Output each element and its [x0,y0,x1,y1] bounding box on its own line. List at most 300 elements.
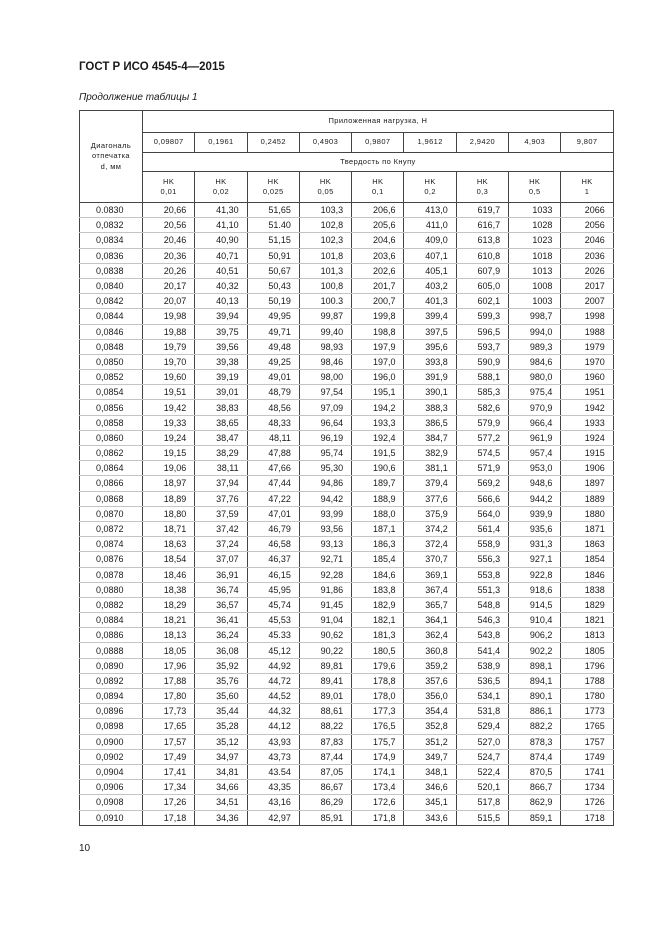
hardness-cell: 86,29 [299,795,351,810]
diagonal-cell: 0,0852 [80,370,143,385]
table-row [80,385,614,400]
diagonal-cell: 0,0850 [80,354,143,369]
hardness-cell: 1718 [561,810,613,825]
table-row [80,218,614,233]
hardness-cell: 1773 [561,704,613,719]
hardness-cell: 199,8 [352,309,404,324]
diagonal-cell: 0,0904 [80,764,143,779]
hardness-cell: 866,7 [509,780,561,795]
diagonal-cell: 0,0842 [80,294,143,309]
hardness-cell: 46,37 [247,552,299,567]
hardness-cell: 1033 [509,203,561,218]
hardness-cell: 17,49 [143,749,195,764]
hk-scale-header [352,172,404,203]
hardness-cell: 95,30 [299,461,351,476]
hardness-cell: 47,01 [247,506,299,521]
hardness-cell: 369,1 [404,567,456,582]
table-row [80,780,614,795]
hardness-cell: 886,1 [509,704,561,719]
table-row [80,415,614,430]
hk-scale-value: 0,01 [160,187,177,196]
diagonal-cell: 0,0864 [80,461,143,476]
hardness-cell: 520,1 [456,780,508,795]
hardness-cell: 17,34 [143,780,195,795]
applied-load-header: Приложенная нагрузка, Н [143,111,614,133]
hk-scale-header [247,172,299,203]
hardness-cell: 966,4 [509,415,561,430]
hardness-cell: 45,95 [247,582,299,597]
table-row [80,263,614,278]
hardness-cell: 543,8 [456,628,508,643]
hardness-cell: 93,13 [299,537,351,552]
table-row [80,734,614,749]
hardness-cell: 862,9 [509,795,561,810]
hardness-cell: 17,73 [143,704,195,719]
hardness-cell: 36,08 [195,643,247,658]
hardness-cell: 97,54 [299,385,351,400]
hardness-cell: 384,7 [404,430,456,445]
hardness-cell: 362,4 [404,628,456,643]
hardness-cell: 351,2 [404,734,456,749]
hardness-cell: 94,86 [299,476,351,491]
hardness-cell: 374,2 [404,521,456,536]
hardness-cell: 182,9 [352,597,404,612]
hardness-cell: 375,9 [404,506,456,521]
hardness-cell: 19,33 [143,415,195,430]
hardness-cell: 172,6 [352,795,404,810]
hardness-cell: 548,8 [456,597,508,612]
hardness-cell: 970,9 [509,400,561,415]
hardness-cell: 38,29 [195,446,247,461]
hardness-cell: 1023 [509,233,561,248]
hardness-cell: 40,32 [195,278,247,293]
load-value: 4,903 [509,133,561,153]
hardness-cell: 1854 [561,552,613,567]
hardness-cell: 18,80 [143,506,195,521]
hardness-cell: 381,1 [404,461,456,476]
hardness-cell: 34,81 [195,764,247,779]
hardness-cell: 48,56 [247,400,299,415]
hardness-cell: 914,5 [509,597,561,612]
hardness-cell: 18,46 [143,567,195,582]
hardness-cell: 20,17 [143,278,195,293]
hardness-cell: 43,73 [247,749,299,764]
hardness-cell: 49,71 [247,324,299,339]
hardness-cell: 96,64 [299,415,351,430]
hardness-cell: 1838 [561,582,613,597]
hardness-cell: 1757 [561,734,613,749]
hardness-cell: 37,76 [195,491,247,506]
hardness-cell: 100,8 [299,278,351,293]
hardness-cell: 20,46 [143,233,195,248]
load-value: 9,807 [561,133,613,153]
hardness-cell: 178,8 [352,673,404,688]
hardness-header: Твердость по Кнупу [143,153,614,172]
diagonal-cell: 0,0882 [80,597,143,612]
diagonal-cell: 0,0906 [80,780,143,795]
hardness-cell: 203,6 [352,248,404,263]
hardness-cell: 365,7 [404,597,456,612]
load-value: 0,1961 [195,133,247,153]
table-row [80,461,614,476]
hardness-cell: 2056 [561,218,613,233]
hardness-cell: 984,6 [509,354,561,369]
hardness-cell: 34,36 [195,810,247,825]
hk-symbol: HK [319,176,332,186]
hardness-cell: 20,07 [143,294,195,309]
hardness-cell: 607,9 [456,263,508,278]
hardness-cell: 18,97 [143,476,195,491]
hardness-cell: 602,1 [456,294,508,309]
diagonal-cell: 0,0836 [80,248,143,263]
hardness-cell: 401,3 [404,294,456,309]
hardness-cell: 188,0 [352,506,404,521]
hardness-cell: 43,93 [247,734,299,749]
hardness-cell: 364,1 [404,613,456,628]
hardness-cell: 610,8 [456,248,508,263]
hardness-cell: 34,97 [195,749,247,764]
hardness-cell: 531,8 [456,704,508,719]
diagonal-cell: 0,0900 [80,734,143,749]
column-header-diagonal [80,111,143,203]
hardness-cell: 17,96 [143,658,195,673]
hardness-cell: 89,01 [299,689,351,704]
table-row [80,658,614,673]
hardness-cell: 36,24 [195,628,247,643]
hardness-cell: 102,3 [299,233,351,248]
diagonal-cell: 0,0880 [80,582,143,597]
hardness-cell: 39,75 [195,324,247,339]
hardness-cell: 37,59 [195,506,247,521]
hardness-cell: 40,90 [195,233,247,248]
hardness-cell: 40,13 [195,294,247,309]
hardness-cell: 1906 [561,461,613,476]
hardness-cell: 367,4 [404,582,456,597]
hardness-cell: 1821 [561,613,613,628]
diagonal-cell: 0,0868 [80,491,143,506]
hardness-cell: 51,15 [247,233,299,248]
diagonal-cell: 0,0832 [80,218,143,233]
hardness-cell: 18,29 [143,597,195,612]
hardness-cell: 902,2 [509,643,561,658]
hardness-cell: 599,3 [456,309,508,324]
hardness-cell: 185,4 [352,552,404,567]
hardness-cell: 588,1 [456,370,508,385]
hardness-cell: 605,0 [456,278,508,293]
hardness-cell: 1734 [561,780,613,795]
diagonal-cell: 0,0886 [80,628,143,643]
hardness-cell: 200,7 [352,294,404,309]
table-row [80,309,614,324]
hardness-cell: 174,9 [352,749,404,764]
hardness-cell: 1897 [561,476,613,491]
hk-symbol: HK [581,176,593,186]
hardness-cell: 411,0 [404,218,456,233]
hardness-cell: 88,61 [299,704,351,719]
hk-scale-value: 0,1 [372,187,384,196]
diagonal-cell: 0,0890 [80,658,143,673]
hardness-cell: 46,79 [247,521,299,536]
hardness-cell: 43.54 [247,764,299,779]
hardness-cell: 558,9 [456,537,508,552]
hardness-cell: 197,9 [352,339,404,354]
hk-scale-header [143,172,195,203]
hardness-cell: 998,7 [509,309,561,324]
table-caption: Продолжение таблицы 1 [79,92,198,103]
hardness-cell: 98,46 [299,354,351,369]
hardness-cell: 205,6 [352,218,404,233]
hardness-cell: 39,38 [195,354,247,369]
hardness-cell: 882,2 [509,719,561,734]
hardness-cell: 524,7 [456,749,508,764]
hardness-cell: 37,24 [195,537,247,552]
table-row [80,521,614,536]
diagonal-cell: 0,0898 [80,719,143,734]
hardness-cell: 1018 [509,248,561,263]
hardness-cell: 1829 [561,597,613,612]
table-body [80,203,614,826]
hardness-cell: 99,87 [299,309,351,324]
hardness-cell: 183,8 [352,582,404,597]
table-row [80,446,614,461]
table-row [80,689,614,704]
hardness-cell: 352,8 [404,719,456,734]
hardness-cell: 1741 [561,764,613,779]
diagonal-cell: 0,0892 [80,673,143,688]
hardness-cell: 176,5 [352,719,404,734]
table-row [80,582,614,597]
hardness-cell: 906,2 [509,628,561,643]
hardness-cell: 184,6 [352,567,404,582]
hardness-cell: 1796 [561,658,613,673]
diagonal-cell: 0,0858 [80,415,143,430]
hardness-cell: 38,11 [195,461,247,476]
hardness-cell: 36,41 [195,613,247,628]
hardness-cell: 39,01 [195,385,247,400]
hardness-cell: 1970 [561,354,613,369]
hardness-cell: 17,18 [143,810,195,825]
load-value: 2,9420 [456,133,508,153]
hardness-cell: 43,16 [247,795,299,810]
hk-scale-value: 0,025 [262,187,284,196]
hardness-cell: 409,0 [404,233,456,248]
hk-symbol: HK [163,176,175,186]
hardness-cell: 935,6 [509,521,561,536]
hardness-cell: 541,4 [456,643,508,658]
hardness-cell: 41,10 [195,218,247,233]
diagonal-cell: 0,0844 [80,309,143,324]
hardness-cell: 86,67 [299,780,351,795]
hk-symbol: HK [529,176,541,186]
hardness-cell: 50,91 [247,248,299,263]
hardness-cell: 1915 [561,446,613,461]
hardness-cell: 39,56 [195,339,247,354]
hardness-cell: 87,83 [299,734,351,749]
table-row [80,628,614,643]
hardness-cell: 188,9 [352,491,404,506]
hardness-cell: 38,47 [195,430,247,445]
diagonal-cell: 0.0830 [80,203,143,218]
hk-scale-row [80,172,614,203]
load-value: 0,2452 [247,133,299,153]
diagonal-cell: 0,0896 [80,704,143,719]
hardness-cell: 957,4 [509,446,561,461]
table-row [80,704,614,719]
hardness-cell: 931,3 [509,537,561,552]
hardness-cell: 20,56 [143,218,195,233]
hardness-cell: 596,5 [456,324,508,339]
hardness-cell: 593,7 [456,339,508,354]
diagonal-cell: 0,0854 [80,385,143,400]
hardness-cell: 574,5 [456,446,508,461]
hardness-cell: 206,6 [352,203,404,218]
hardness-cell: 101,3 [299,263,351,278]
table-row [80,294,614,309]
hardness-cell: 405,1 [404,263,456,278]
hardness-cell: 1951 [561,385,613,400]
hardness-cell: 44,92 [247,658,299,673]
hardness-cell: 918,6 [509,582,561,597]
hardness-cell: 194,2 [352,400,404,415]
knoop-hardness-table [79,110,614,826]
hk-scale-value: 0,3 [476,187,489,196]
hardness-cell: 51.40 [247,218,299,233]
hardness-cell: 20,36 [143,248,195,263]
hardness-cell: 619,7 [456,203,508,218]
diagonal-cell: 0,0870 [80,506,143,521]
hardness-cell: 90,22 [299,643,351,658]
hardness-cell: 515,5 [456,810,508,825]
hardness-cell: 197,0 [352,354,404,369]
hardness-cell: 18,63 [143,537,195,552]
hardness-cell: 177,3 [352,704,404,719]
table-row [80,749,614,764]
hk-scale-value: 0,2 [424,187,436,196]
hardness-cell: 45,12 [247,643,299,658]
load-values-row [80,133,614,153]
hardness-cell: 35,44 [195,704,247,719]
hardness-cell: 98,00 [299,370,351,385]
hardness-cell: 35,92 [195,658,247,673]
page-number: 10 [79,843,91,854]
hardness-cell: 36,91 [195,567,247,582]
hardness-cell: 2046 [561,233,613,248]
hardness-cell: 579,9 [456,415,508,430]
hardness-cell: 927,1 [509,552,561,567]
hardness-cell: 890,1 [509,689,561,704]
hardness-cell: 19,42 [143,400,195,415]
hardness-cell: 19,51 [143,385,195,400]
hardness-cell: 948,6 [509,476,561,491]
hardness-cell: 174,1 [352,764,404,779]
table-row [80,354,614,369]
table-row [80,764,614,779]
hardness-cell: 980,0 [509,370,561,385]
hardness-cell: 98,93 [299,339,351,354]
hardness-cell: 36,57 [195,597,247,612]
hk-scale-value: 0,5 [528,187,541,196]
hardness-cell: 198,8 [352,324,404,339]
hardness-cell: 49,25 [247,354,299,369]
hardness-cell: 1846 [561,567,613,582]
table-row [80,476,614,491]
hardness-cell: 377,6 [404,491,456,506]
hardness-cell: 1780 [561,689,613,704]
hardness-cell: 17,65 [143,719,195,734]
hardness-cell: 44,12 [247,719,299,734]
hardness-cell: 910,4 [509,613,561,628]
diagonal-cell: 0,0838 [80,263,143,278]
hardness-cell: 40,51 [195,263,247,278]
hardness-cell: 527,0 [456,734,508,749]
hardness-cell: 85,91 [299,810,351,825]
hardness-cell: 47,88 [247,446,299,461]
load-value: 0,09807 [143,133,195,153]
hardness-cell: 93,56 [299,521,351,536]
hardness-cell: 102,8 [299,218,351,233]
hardness-cell: 195,1 [352,385,404,400]
hardness-cell: 1924 [561,430,613,445]
hardness-cell: 49,95 [247,309,299,324]
diagonal-cell: 0,0884 [80,613,143,628]
hardness-cell: 1889 [561,491,613,506]
diagonal-cell: 0,0860 [80,430,143,445]
hardness-cell: 859,1 [509,810,561,825]
hk-scale-value: 1 [584,187,590,196]
hardness-cell: 19,88 [143,324,195,339]
table-row [80,339,614,354]
hardness-cell: 386,5 [404,415,456,430]
diagonal-cell: 0,0848 [80,339,143,354]
hardness-cell: 356,0 [404,689,456,704]
hardness-cell: 94,42 [299,491,351,506]
hardness-cell: 37,94 [195,476,247,491]
hardness-cell: 47,22 [247,491,299,506]
diagonal-cell: 0,0876 [80,552,143,567]
hardness-cell: 103,3 [299,203,351,218]
hardness-cell: 187,1 [352,521,404,536]
hardness-cell: 17,88 [143,673,195,688]
hardness-cell: 939,9 [509,506,561,521]
hardness-cell: 17,26 [143,795,195,810]
hk-scale-value: 0,05 [317,187,334,196]
hardness-cell: 50,19 [247,294,299,309]
hardness-cell: 2026 [561,263,613,278]
hk-symbol: HK [476,176,489,186]
table-row [80,613,614,628]
hardness-cell: 19,24 [143,430,195,445]
table-row [80,597,614,612]
hardness-cell: 388,3 [404,400,456,415]
hardness-cell: 192,4 [352,430,404,445]
hardness-cell: 898,1 [509,658,561,673]
hardness-cell: 564,0 [456,506,508,521]
table-row [80,203,614,218]
hardness-cell: 92,71 [299,552,351,567]
hk-symbol: HK [372,176,384,186]
hardness-cell: 49,01 [247,370,299,385]
hardness-cell: 616,7 [456,218,508,233]
hardness-cell: 346,6 [404,780,456,795]
hardness-cell: 171,8 [352,810,404,825]
hardness-cell: 582,6 [456,400,508,415]
hardness-cell: 35,76 [195,673,247,688]
diagonal-cell: 0,0846 [80,324,143,339]
hardness-cell: 178,0 [352,689,404,704]
diagonal-cell: 0,0856 [80,400,143,415]
hardness-cell: 36,74 [195,582,247,597]
hardness-cell: 395,6 [404,339,456,354]
